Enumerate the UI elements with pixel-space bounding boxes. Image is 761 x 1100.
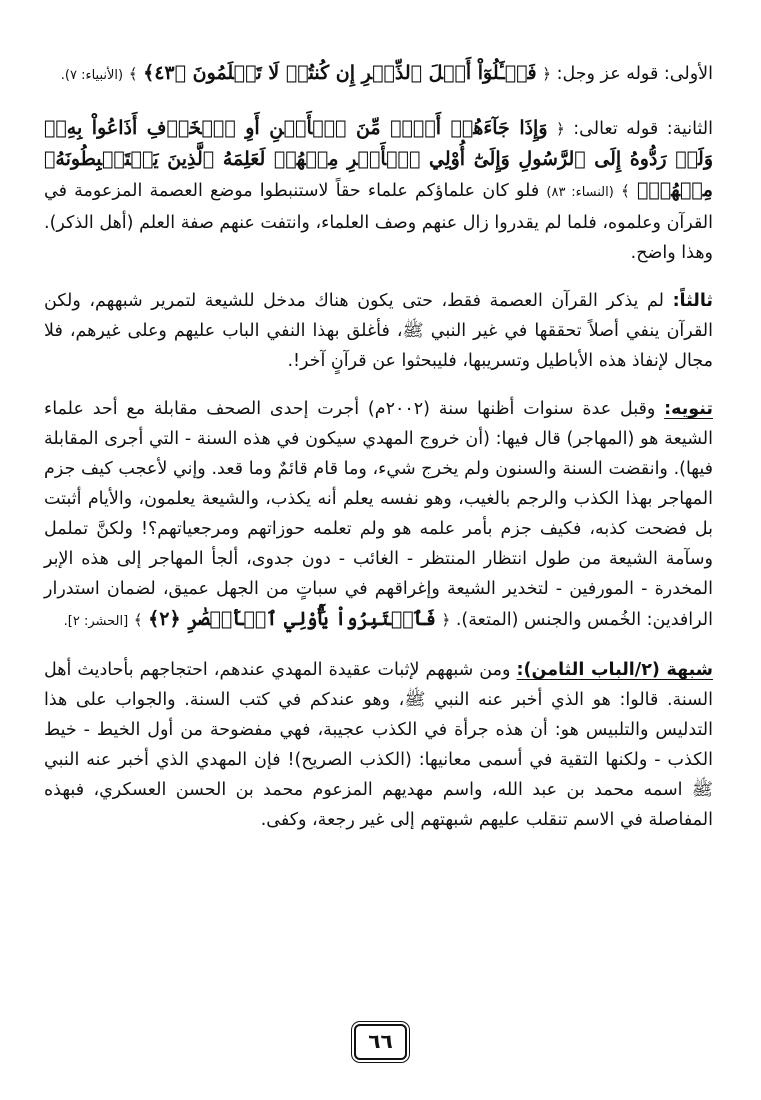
- verse-open-ornament: ﴿: [441, 611, 451, 629]
- paragraph-doubt: [44, 655, 713, 835]
- paragraph-text: لم يذكر القرآن العصمة فقط، حتى يكون هناك مدخل للشيعة لتمرير شبههم، ولكن القرآن ينفي أصلاً تحققها في غير النبي ﷺ، فأغلق بهذا النفي الباب عليهم وعلى غيرهم، فلا مجال لإنفاذ هذه الأباطيل وتسريبها، فليبحثوا عن قرآنٍ آخر!.: [44, 291, 713, 371]
- verse-close-ornament: ﴾: [128, 65, 138, 83]
- paragraph-third: [44, 286, 713, 376]
- quran-verse: فَٱعۡتَبِرُواْ يَٰٓأُوْلِي ٱلۡأَبۡصَٰرِ ﴿٢﴾: [148, 608, 436, 630]
- verse-open-ornament: ﴿: [555, 120, 565, 138]
- verse-reference: (النساء: ٨٣): [546, 185, 614, 200]
- page-number-container: [0, 1024, 761, 1060]
- quran-verse: فَسۡـَٔلُوٓاْ أَهۡلَ ٱلذِّكۡرِ إِن كُنتُمۡ لَا تَعۡلَمُونَ ﴿٤٣﴾: [143, 62, 537, 84]
- quran-verse: وَإِذَا جَآءَهُمۡ أَمۡرٞ مِّنَ ٱلۡأَمۡنِ أَوِ ٱلۡخَوۡفِ أَذَاعُواْ بِهِۦۖ وَلَوۡ رَدُّوهُ إِلَى ٱلرَّسُولِ وَإِلَىٰٓ أُوْلِي ٱلۡأَمۡرِ مِنۡهُمۡ لَعَلِمَهُ ٱلَّذِينَ يَسۡتَنۢبِطُونَهُۥ مِنۡهُمۡۗ: [44, 117, 713, 201]
- paragraph-first-verse: [44, 58, 713, 91]
- page-number: ٦٦: [354, 1024, 406, 1060]
- verse-reference: [الحشر: ٢].: [63, 614, 129, 629]
- paragraph-text: ومن شبههم لإثبات عقيدة المهدي عندهم، احتجاجهم بأحاديث أهل السنة. قالوا: هو الذي أخبر عنه النبي ﷺ، وهو عندكم في كتب السنة. والجواب على هذا التدليس والتلبيس هو: أن هذه جرأة في الكذب عجيبة، فهي مفضوحة من أول الخيط - خيط الكذب - ولكنها التقية في أسمى معانيها: (الكذب الصريح)! فإن المهدي الذي أخبر عنه النبي ﷺ اسمه محمد بن عبد الله، واسم مهديهم المزعوم محمد بن الحسن العسكري، فبهذه المفاصلة في الاسم تنقلب عليهم شبهتهم إلى غير رجعة، وكفى.: [44, 660, 713, 830]
- paragraph-lead: تنويه:: [664, 399, 713, 419]
- paragraph-text: وقبل عدة سنوات أظنها سنة (٢٠٠٢م) أجرت إحدى الصحف مقابلة مع أحد علماء الشيعة هو (المهاجر) قال فيها: (أن خروج المهدي سيكون في هذه السنة - التي أجرى المقابلة فيها). وانقضت السنة والسنون ولم يخرج شيء، وما قام قائمٌ وما قعد. وإني لأعجب كيف جزم المهاجر بهذا الكذب والرجم بالغيب، وهو نفسه يعلم أنه يكذب، والشيعة يعلمون، والأيام أثبتت بل فضحت كذبه، فكيف جزم بأمر علمه هو ولم تعلمه حوزاتهم ومرجعياتهم؟! ولكنَّ تململ وسآمة الشيعة من طول انتظار المنتظر - الغائب - دون جدوى، ألجأ المهاجر إلى هذه الإبر المخدرة - المورفين - لتخدير الشيعة وإغراقهم في سباتٍ من الجهل عميق، لضمان استدرار الرافدين: الخُمس والجنس (المتعة).: [44, 399, 713, 630]
- paragraph-second-verse: [44, 113, 713, 268]
- verse-open-ornament: ﴿: [542, 65, 551, 83]
- paragraph-lead: الأولى: قوله عز وجل:: [556, 64, 713, 84]
- verse-close-ornament: ﴾: [133, 611, 143, 629]
- paragraph-notice: [44, 394, 713, 637]
- paragraph-text: فلو كان علماؤكم علماء حقاً لاستنبطوا موضع العصمة المزعومة في القرآن وعلموه، فلما لم يقدروا زال عنهم وصف العلماء، وانتفت عنهم صفة العلم (أهل الذكر). وهذا واضح.: [44, 181, 713, 263]
- paragraph-lead: الثانية: قوله تعالى:: [573, 119, 713, 139]
- paragraph-lead: شبهة (٢/الباب الثامن):: [516, 660, 713, 680]
- verse-reference: (الأنبياء: ٧).: [60, 68, 124, 83]
- paragraph-lead: ثالثاً:: [672, 291, 713, 311]
- verse-close-ornament: ﴾: [621, 182, 630, 200]
